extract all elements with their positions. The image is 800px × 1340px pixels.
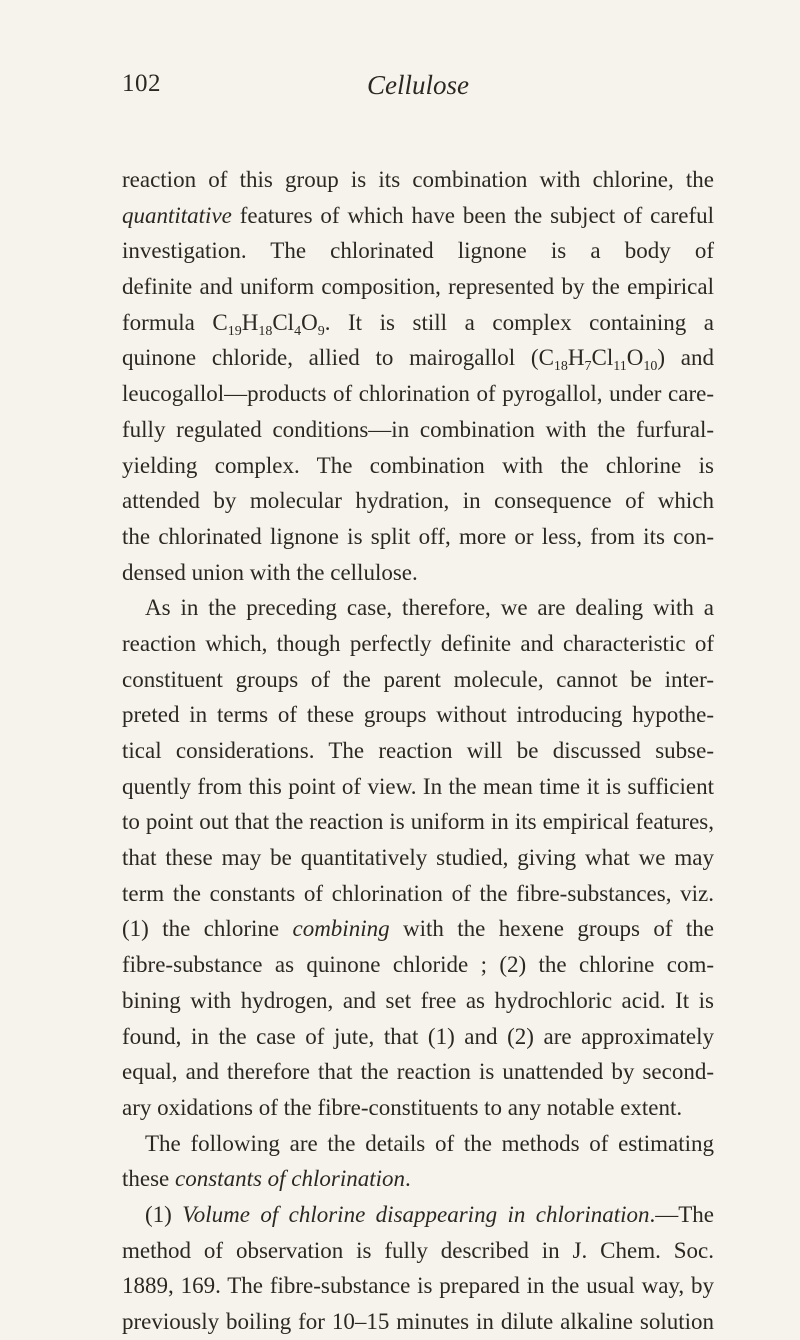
text-line: previously boiling for 10–15 minutes in dilute alkaline solution [122,1309,714,1334]
text-line: found, in the case of jute, that (1) and (2) are approximately [122,1023,714,1049]
emphasis: quantitative [122,202,232,228]
subscript: 7 [584,359,592,375]
text-segment: O [626,345,644,371]
text-line: ary oxidations of the fibre-constituents to any notable extent. [122,1094,683,1120]
text-line: method of observation is fully described in J. Chem. Soc. [122,1237,714,1263]
text-segment: . It is still a complex containing a [324,309,714,335]
text-line: attended by molecular hydration, in consequence of which [122,488,714,514]
text-segment: quinone chloride, allied to mairogallol (C [122,345,554,371]
text-segment: with the hexene groups of the [389,916,714,942]
text-segment: formula C [122,309,228,335]
emphasis: Volume of chlorine disappearing in chlorination [182,1201,650,1227]
page-number: 102 [122,70,161,97]
text-line-formula [122,305,714,341]
text-line: densed union with the cellulose. [122,559,418,585]
text-line [122,198,714,234]
text-line: bining with hydrogen, and set free as hydrochloric acid. It is [122,987,714,1013]
text-line: preted in terms of these groups without introducing hypothe- [122,702,714,728]
text-segment: (1) [145,1201,183,1227]
text-line: yielding complex. The combination with the chlorine is [122,452,714,478]
text-line: constituent groups of the parent molecule, cannot be inter- [122,666,714,692]
text-line: tical considerations. The reaction will be discussed subse- [122,738,714,763]
text-line: reaction which, though perfectly definite and characteristic of [122,630,714,656]
text-line: As in the preceding case, therefore, we are dealing with a [145,595,714,621]
text-line-formula [122,340,714,376]
text-line: to point out that the reaction is uniform in its empirical features, [122,809,714,835]
text-segment: Cl [272,309,295,335]
text-line: definite and uniform composition, represented by the empirical [122,274,714,300]
text-line: term the constants of chlorination of the fibre-substances, viz. [122,880,714,906]
text-segment: features of which have been the subject of careful [231,202,714,228]
text-segment: these [122,1166,176,1192]
text-line: The following are the details of the methods of estimating [145,1130,714,1156]
subscript: 19 [227,323,242,339]
text-line: fibre-substance as quinone chloride ; (2) the chlorine com- [122,952,714,978]
text-line: that these may be quantitatively studied, giving what we may [122,845,714,871]
text-line [122,911,714,947]
text-line: reaction of this group is its combination with chlorine, the [122,167,714,192]
text-line [122,1197,714,1233]
emphasis: constants of chlorination [175,1166,406,1192]
subscript: 11 [613,359,627,375]
text-segment: O [301,309,318,335]
running-title: Cellulose [367,70,469,100]
text-line: fully regulated conditions—in combination with the furfural- [122,416,714,442]
text-line: leucogallol—products of chlorination of pyrogallol, under care- [122,381,714,407]
text-segment: H [567,345,585,371]
subscript: 4 [294,323,302,339]
text-line: the chlorinated lignone is split off, more or less, from its con- [122,523,714,549]
text-segment: ) and [657,345,714,371]
emphasis: combining [292,916,390,942]
text-line: investigation. The chlorinated lignone is a body of [122,238,714,264]
page-header [122,70,714,110]
text-line: quently from this point of view. In the mean time it is sufficient [122,773,714,799]
text-segment: . [405,1166,411,1192]
text-line: 1889, 169. The fibre-substance is prepared in the usual way, by [122,1273,714,1299]
text-segment: H [241,309,259,335]
subscript: 18 [553,359,568,375]
text-line [122,1161,714,1197]
text-line: equal, and therefore that the reaction is unattended by second- [122,1059,714,1085]
text-segment: (1) the chlorine [122,916,293,942]
text-segment: .—The [649,1201,715,1227]
body-text [122,162,714,1340]
subscript: 10 [643,359,658,375]
subscript: 9 [317,323,325,339]
text-segment: Cl [591,345,614,371]
subscript: 18 [258,323,273,339]
